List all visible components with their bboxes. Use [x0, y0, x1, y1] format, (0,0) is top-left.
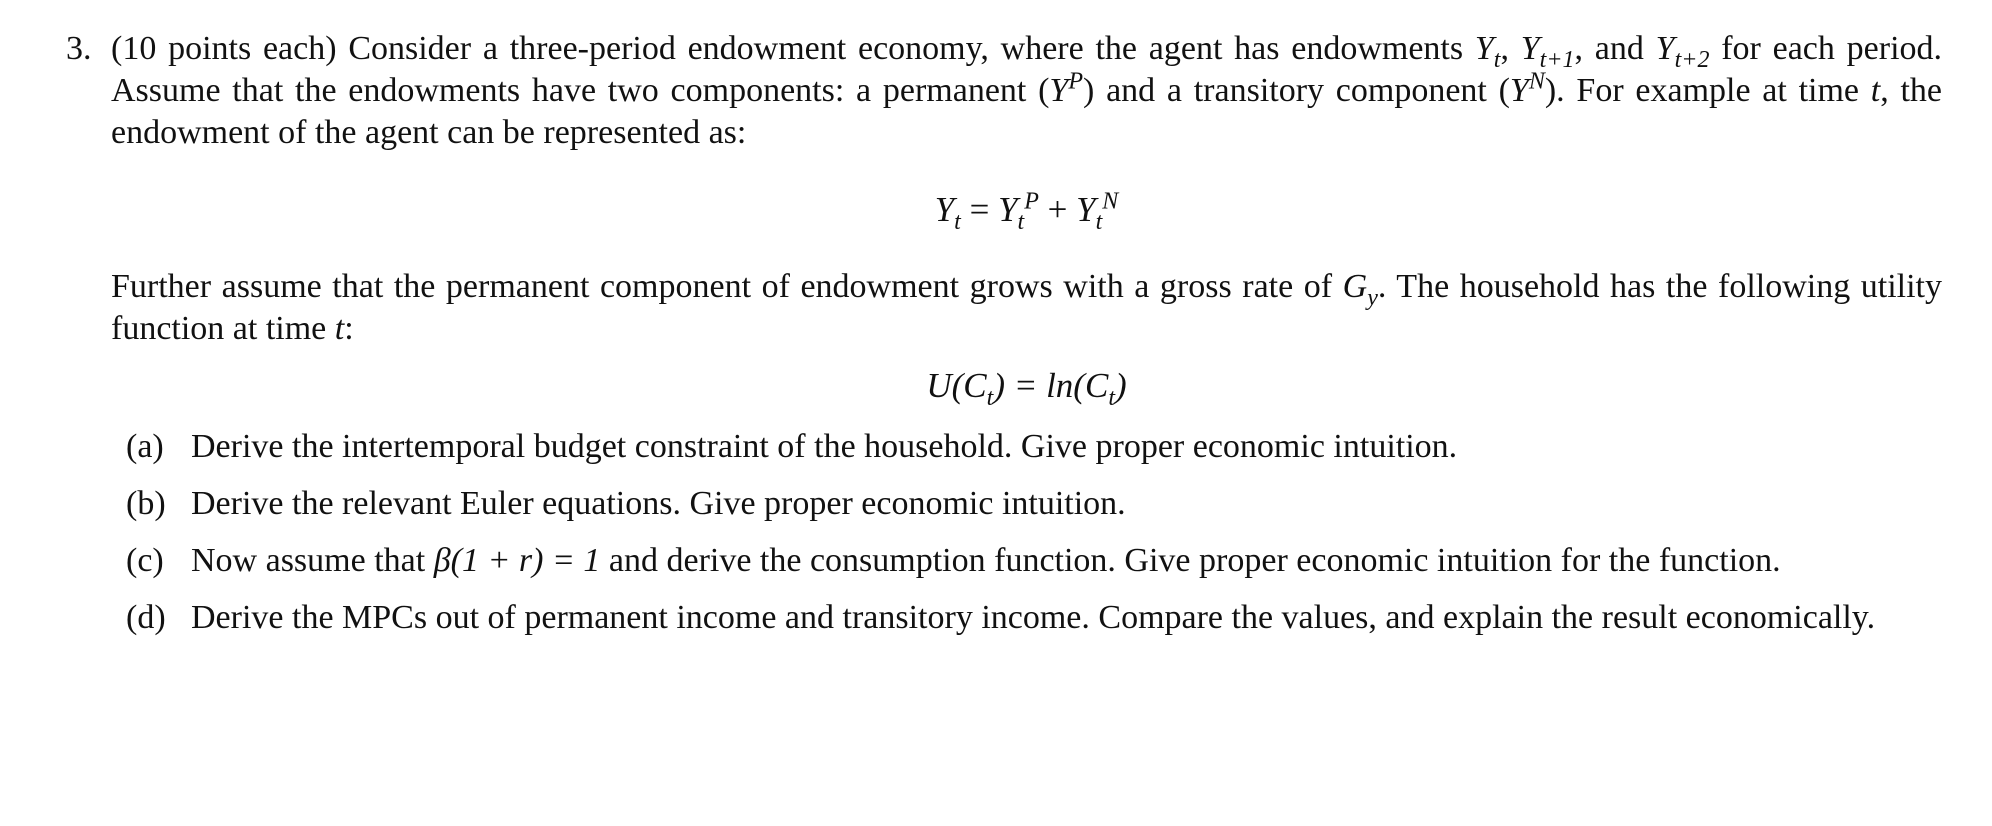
part-b — [126, 483, 1942, 525]
part-a — [126, 426, 1942, 468]
part-text: Now assume that β(1 + r) = 1 and derive the consumption function. Give proper economic intuition for the function. — [191, 542, 1781, 579]
problem-3 — [66, 28, 1942, 654]
part-text: Derive the MPCs out of permanent income and transitory income. Compare the values, and explain the result economically. — [191, 599, 1876, 636]
part-c — [126, 540, 1942, 582]
part-label: (a) — [126, 428, 164, 465]
endowment-equation: $Y_t = Y_t^P + Y_t^N$ — [934, 188, 1119, 235]
problem-body — [111, 28, 1942, 639]
part-label: (d) — [126, 599, 166, 636]
part-label: (b) — [126, 485, 166, 522]
part-d — [126, 597, 1942, 639]
utility-equation: $U(C_t) = \ln(C_t)$ — [926, 366, 1127, 411]
part-text: Derive the relevant Euler equations. Give proper economic intuition. — [191, 485, 1126, 522]
part-label: (c) — [126, 542, 164, 579]
part-text: Derive the intertemporal budget constraint of the household. Give proper economic intuition. — [191, 428, 1458, 465]
intro-paragraph: (10 points each) Consider a three-period endowment economy, where the agent has endowments $Y_t$, $Y_{t+1}$, and $Y_{t+2}$ for each period. Assume that the endowments have two components: a permanent $(Y^P)$ and a transitory component $(Y^N)$. For example at time t, the endowment of the agent can be represented as: — [111, 30, 1943, 151]
question-parts — [126, 426, 1942, 639]
problem-number: 3. — [66, 30, 92, 67]
growth-paragraph: Further assume that the permanent component of endowment grows with a gross rate of $G_y$. The household has the following utility function at time t: — [111, 268, 1942, 347]
